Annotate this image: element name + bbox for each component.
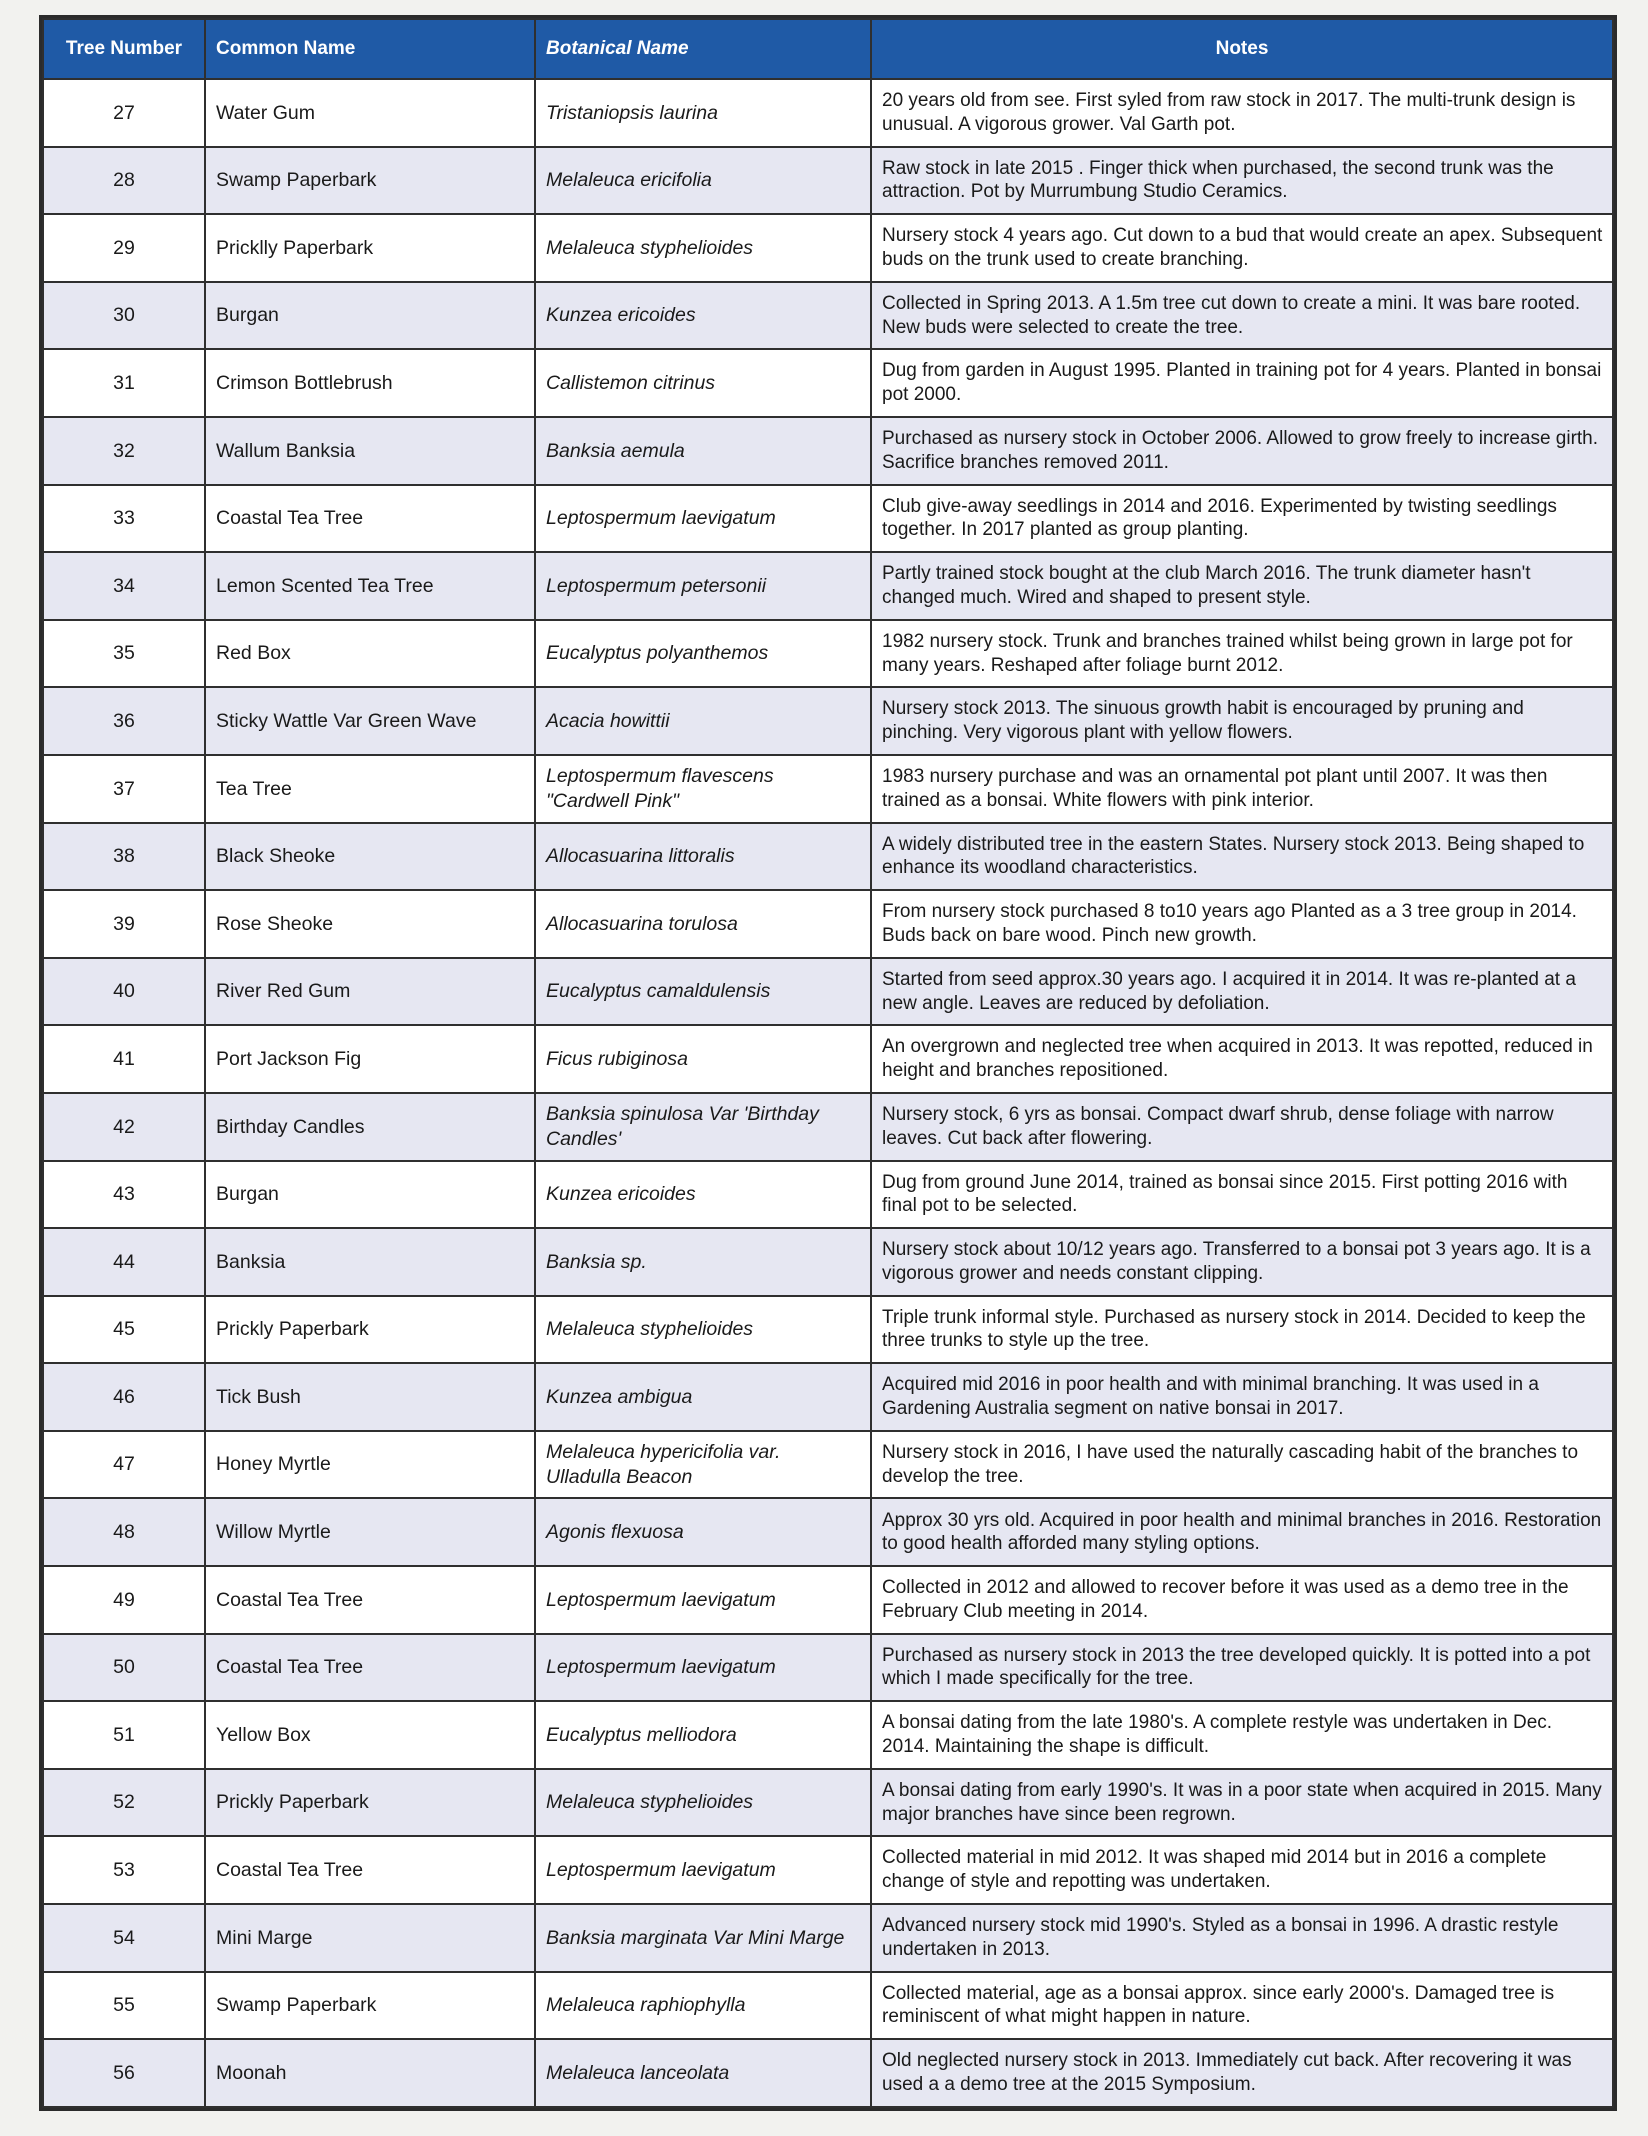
common-name-cell: Port Jackson Fig <box>205 1025 535 1093</box>
botanical-name-cell: Eucalyptus camaldulensis <box>535 958 871 1026</box>
tree-number-cell: 33 <box>43 485 205 553</box>
botanical-name-cell: Melaleuca lanceolata <box>535 2039 871 2107</box>
table-row <box>43 349 1613 417</box>
table-row <box>43 958 1613 1026</box>
common-name-cell: Willow Myrtle <box>205 1498 535 1566</box>
table-row <box>43 1769 1613 1837</box>
table-row <box>43 1363 1613 1431</box>
common-name-cell: Water Gum <box>205 79 535 147</box>
notes-cell: Club give-away seedlings in 2014 and 2016. Experimented by twisting seedlings together. In 2017 planted as group planting. <box>871 485 1613 553</box>
notes-cell: Started from seed approx.30 years ago. I acquired it in 2014. It was re-planted at a new angle. Leaves are reduced by defoliation. <box>871 958 1613 1026</box>
tree-number-cell: 49 <box>43 1566 205 1634</box>
tree-number-cell: 31 <box>43 349 205 417</box>
notes-cell: Nursery stock 2013. The sinuous growth habit is encouraged by pruning and pinching. Very vigorous plant with yellow flowers. <box>871 687 1613 755</box>
table-row <box>43 282 1613 350</box>
table-row <box>43 1161 1613 1229</box>
botanical-name-cell: Leptospermum laevigatum <box>535 1634 871 1702</box>
notes-cell: A bonsai dating from early 1990's. It was in a poor state when acquired in 2015. Many major branches have since been regrown. <box>871 1769 1613 1837</box>
table-row <box>43 1836 1613 1904</box>
botanical-name-cell: Tristaniopsis laurina <box>535 79 871 147</box>
tree-number-cell: 28 <box>43 147 205 215</box>
botanical-name-cell: Leptospermum laevigatum <box>535 1836 871 1904</box>
botanical-name-cell: Callistemon citrinus <box>535 349 871 417</box>
tree-number-cell: 41 <box>43 1025 205 1093</box>
tree-number-cell: 40 <box>43 958 205 1026</box>
botanical-name-cell: Melaleuca styphelioides <box>535 1296 871 1364</box>
notes-cell: 20 years old from see. First syled from raw stock in 2017. The multi-trunk design is unusual. A vigorous grower. Val Garth pot. <box>871 79 1613 147</box>
common-name-cell: Coastal Tea Tree <box>205 1836 535 1904</box>
header-common-name: Common Name <box>205 19 535 79</box>
common-name-cell: Lemon Scented Tea Tree <box>205 552 535 620</box>
common-name-cell: Coastal Tea Tree <box>205 1566 535 1634</box>
table-row <box>43 1972 1613 2040</box>
botanical-name-cell: Acacia howittii <box>535 687 871 755</box>
notes-cell: Purchased as nursery stock in 2013 the tree developed quickly. It is potted into a pot which I made specifically for the tree. <box>871 1634 1613 1702</box>
notes-cell: An overgrown and neglected tree when acquired in 2013. It was repotted, reduced in height and branches repositioned. <box>871 1025 1613 1093</box>
common-name-cell: Wallum Banksia <box>205 417 535 485</box>
botanical-name-cell: Leptospermum flavescens "Cardwell Pink" <box>535 755 871 823</box>
table-row <box>43 147 1613 215</box>
notes-cell: Dug from ground June 2014, trained as bonsai since 2015. First potting 2016 with final pot to be selected. <box>871 1161 1613 1229</box>
notes-cell: Advanced nursery stock mid 1990's. Styled as a bonsai in 1996. A drastic restyle undertaken in 2013. <box>871 1904 1613 1972</box>
tree-number-cell: 37 <box>43 755 205 823</box>
notes-cell: Nursery stock 4 years ago. Cut down to a bud that would create an apex. Subsequent buds on the trunk used to create branching. <box>871 214 1613 282</box>
table-row <box>43 485 1613 553</box>
common-name-cell: Honey Myrtle <box>205 1431 535 1499</box>
table-row <box>43 1025 1613 1093</box>
botanical-name-cell: Banksia marginata Var Mini Marge <box>535 1904 871 1972</box>
table-row <box>43 552 1613 620</box>
botanical-name-cell: Melaleuca raphiophylla <box>535 1972 871 2040</box>
notes-cell: A bonsai dating from the late 1980's. A complete restyle was undertaken in Dec. 2014. Maintaining the shape is difficult. <box>871 1701 1613 1769</box>
tree-number-cell: 34 <box>43 552 205 620</box>
notes-cell: A widely distributed tree in the eastern States. Nursery stock 2013. Being shaped to enhance its woodland characteristics. <box>871 823 1613 891</box>
notes-cell: Approx 30 yrs old. Acquired in poor health and minimal branches in 2016. Restoration to good health afforded many styling options. <box>871 1498 1613 1566</box>
common-name-cell: Prickly Paperbark <box>205 1296 535 1364</box>
tree-number-cell: 48 <box>43 1498 205 1566</box>
table-row <box>43 1296 1613 1364</box>
table-row <box>43 620 1613 688</box>
tree-number-cell: 29 <box>43 214 205 282</box>
notes-cell: Nursery stock in 2016, I have used the naturally cascading habit of the branches to develop the tree. <box>871 1431 1613 1499</box>
common-name-cell: Pricklly Paperbark <box>205 214 535 282</box>
common-name-cell: Red Box <box>205 620 535 688</box>
tree-number-cell: 39 <box>43 890 205 958</box>
tree-number-cell: 44 <box>43 1228 205 1296</box>
table-row <box>43 417 1613 485</box>
tree-number-cell: 52 <box>43 1769 205 1837</box>
tree-list-sheet <box>39 15 1617 2111</box>
common-name-cell: Birthday Candles <box>205 1093 535 1161</box>
botanical-name-cell: Eucalyptus polyanthemos <box>535 620 871 688</box>
botanical-name-cell: Ficus rubiginosa <box>535 1025 871 1093</box>
notes-cell: Collected material, age as a bonsai approx. since early 2000's. Damaged tree is reminiscent of what might happen in nature. <box>871 1972 1613 2040</box>
tree-number-cell: 42 <box>43 1093 205 1161</box>
botanical-name-cell: Banksia sp. <box>535 1228 871 1296</box>
common-name-cell: Tea Tree <box>205 755 535 823</box>
table-row <box>43 1566 1613 1634</box>
common-name-cell: Burgan <box>205 1161 535 1229</box>
table-row <box>43 1431 1613 1499</box>
notes-cell: Purchased as nursery stock in October 2006. Allowed to grow freely to increase girth. Sacrifice branches removed 2011. <box>871 417 1613 485</box>
tree-number-cell: 54 <box>43 1904 205 1972</box>
tree-number-cell: 35 <box>43 620 205 688</box>
botanical-name-cell: Allocasuarina littoralis <box>535 823 871 891</box>
tree-number-cell: 55 <box>43 1972 205 2040</box>
botanical-name-cell: Banksia spinulosa Var 'Birthday Candles' <box>535 1093 871 1161</box>
common-name-cell: Sticky Wattle Var Green Wave <box>205 687 535 755</box>
common-name-cell: Rose Sheoke <box>205 890 535 958</box>
tree-number-cell: 32 <box>43 417 205 485</box>
botanical-name-cell: Kunzea ericoides <box>535 282 871 350</box>
common-name-cell: Black Sheoke <box>205 823 535 891</box>
tree-number-cell: 46 <box>43 1363 205 1431</box>
common-name-cell: Moonah <box>205 2039 535 2107</box>
header-notes: Notes <box>871 19 1613 79</box>
common-name-cell: Prickly Paperbark <box>205 1769 535 1837</box>
header-botanical-name: Botanical Name <box>535 19 871 79</box>
notes-cell: Dug from garden in August 1995. Planted in training pot for 4 years. Planted in bonsai pot 2000. <box>871 349 1613 417</box>
tree-number-cell: 27 <box>43 79 205 147</box>
table-row <box>43 1634 1613 1702</box>
table-row <box>43 1904 1613 1972</box>
table-row <box>43 1498 1613 1566</box>
common-name-cell: Banksia <box>205 1228 535 1296</box>
tree-number-cell: 56 <box>43 2039 205 2107</box>
tree-number-cell: 53 <box>43 1836 205 1904</box>
notes-cell: Acquired mid 2016 in poor health and with minimal branching. It was used in a Gardening Australia segment on native bonsai in 2017. <box>871 1363 1613 1431</box>
tree-number-cell: 43 <box>43 1161 205 1229</box>
notes-cell: Triple trunk informal style. Purchased as nursery stock in 2014. Decided to keep the three trunks to style up the tree. <box>871 1296 1613 1364</box>
tree-number-cell: 30 <box>43 282 205 350</box>
table-row <box>43 79 1613 147</box>
common-name-cell: Mini Marge <box>205 1904 535 1972</box>
botanical-name-cell: Eucalyptus melliodora <box>535 1701 871 1769</box>
table-row <box>43 1093 1613 1161</box>
notes-cell: Nursery stock about 10/12 years ago. Transferred to a bonsai pot 3 years ago. It is a vigorous grower and needs constant clipping. <box>871 1228 1613 1296</box>
notes-cell: Nursery stock, 6 yrs as bonsai. Compact dwarf shrub, dense foliage with narrow leaves. Cut back after flowering. <box>871 1093 1613 1161</box>
botanical-name-cell: Melaleuca ericifolia <box>535 147 871 215</box>
table-row <box>43 1228 1613 1296</box>
notes-cell: Collected in Spring 2013. A 1.5m tree cut down to create a mini. It was bare rooted. New buds were selected to create the tree. <box>871 282 1613 350</box>
table-row <box>43 2039 1613 2107</box>
notes-cell: Partly trained stock bought at the club March 2016. The trunk diameter hasn't changed much. Wired and shaped to present style. <box>871 552 1613 620</box>
botanical-name-cell: Leptospermum petersonii <box>535 552 871 620</box>
botanical-name-cell: Leptospermum laevigatum <box>535 485 871 553</box>
tree-number-cell: 51 <box>43 1701 205 1769</box>
header-tree-number: Tree Number <box>43 19 205 79</box>
tree-number-cell: 36 <box>43 687 205 755</box>
common-name-cell: Coastal Tea Tree <box>205 1634 535 1702</box>
common-name-cell: Burgan <box>205 282 535 350</box>
botanical-name-cell: Melaleuca hypericifolia var. Ulladulla Beacon <box>535 1431 871 1499</box>
tree-number-cell: 45 <box>43 1296 205 1364</box>
common-name-cell: Yellow Box <box>205 1701 535 1769</box>
notes-cell: Raw stock in late 2015 . Finger thick when purchased, the second trunk was the attraction. Pot by Murrumbung Studio Ceramics. <box>871 147 1613 215</box>
header-row <box>43 19 1613 79</box>
table-row <box>43 1701 1613 1769</box>
table-row <box>43 890 1613 958</box>
common-name-cell: Tick Bush <box>205 1363 535 1431</box>
tree-number-cell: 47 <box>43 1431 205 1499</box>
table-header <box>43 19 1613 79</box>
notes-cell: Old neglected nursery stock in 2013. Immediately cut back. After recovering it was used a a demo tree at the 2015 Symposium. <box>871 2039 1613 2107</box>
common-name-cell: Swamp Paperbark <box>205 1972 535 2040</box>
botanical-name-cell: Allocasuarina torulosa <box>535 890 871 958</box>
botanical-name-cell: Melaleuca styphelioides <box>535 214 871 282</box>
common-name-cell: Crimson Bottlebrush <box>205 349 535 417</box>
table-body <box>43 79 1613 2107</box>
botanical-name-cell: Leptospermum laevigatum <box>535 1566 871 1634</box>
notes-cell: Collected material in mid 2012. It was shaped mid 2014 but in 2016 a complete change of style and repotting was undertaken. <box>871 1836 1613 1904</box>
botanical-name-cell: Banksia aemula <box>535 417 871 485</box>
notes-cell: 1982 nursery stock. Trunk and branches trained whilst being grown in large pot for many years. Reshaped after foliage burnt 2012. <box>871 620 1613 688</box>
botanical-name-cell: Kunzea ambigua <box>535 1363 871 1431</box>
table-row <box>43 687 1613 755</box>
tree-table <box>42 18 1614 2108</box>
botanical-name-cell: Melaleuca styphelioides <box>535 1769 871 1837</box>
notes-cell: From nursery stock purchased 8 to10 years ago Planted as a 3 tree group in 2014. Buds back on bare wood. Pinch new growth. <box>871 890 1613 958</box>
common-name-cell: Swamp Paperbark <box>205 147 535 215</box>
table-row <box>43 755 1613 823</box>
tree-number-cell: 50 <box>43 1634 205 1702</box>
common-name-cell: River Red Gum <box>205 958 535 1026</box>
table-row <box>43 214 1613 282</box>
botanical-name-cell: Agonis flexuosa <box>535 1498 871 1566</box>
notes-cell: Collected in 2012 and allowed to recover before it was used as a demo tree in the February Club meeting in 2014. <box>871 1566 1613 1634</box>
tree-number-cell: 38 <box>43 823 205 891</box>
common-name-cell: Coastal Tea Tree <box>205 485 535 553</box>
table-row <box>43 823 1613 891</box>
notes-cell: 1983 nursery purchase and was an ornamental pot plant until 2007. It was then trained as a bonsai. White flowers with pink interior. <box>871 755 1613 823</box>
botanical-name-cell: Kunzea ericoides <box>535 1161 871 1229</box>
